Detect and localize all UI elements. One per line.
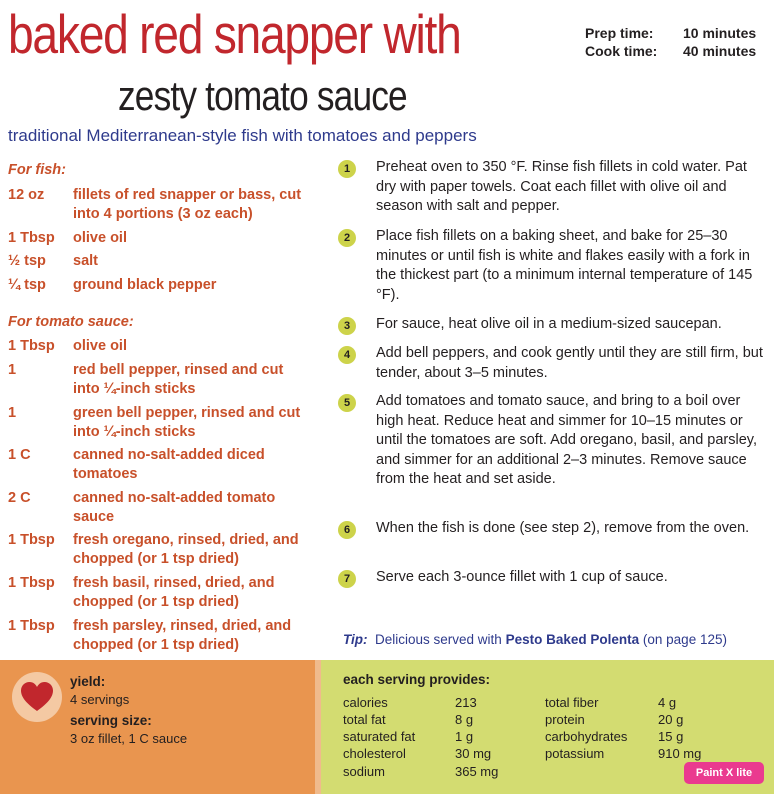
paint-x-lite-badge[interactable]: Paint X lite: [684, 762, 764, 784]
ingredient-qty: 1 Tbsp: [8, 532, 55, 548]
nutrient-name: sodium: [343, 764, 385, 779]
ingredient-qty: 1 Tbsp: [8, 230, 55, 246]
ingredient-name: red bell pepper, rinsed and cut into ¼-inch sticks: [73, 362, 284, 397]
tip-prefix: Delicious served with: [375, 632, 502, 647]
ingredient-name: olive oil: [73, 230, 127, 246]
step-number-badge: 1: [338, 160, 356, 178]
step-text: Add bell peppers, and cook gently until they are still firm, but tender, about 3–5 minutes.: [376, 345, 763, 381]
nutrient-name: saturated fat: [343, 729, 416, 744]
ingredient-qty: 1: [8, 405, 17, 421]
step-number-badge: 2: [338, 229, 356, 247]
ingredient-name: olive oil: [73, 338, 127, 354]
nutrient-value: 30 mg: [455, 746, 492, 761]
nutrient-value: 1 g: [455, 729, 474, 744]
ingredient-qty: 1 Tbsp: [8, 338, 55, 354]
prep-time-value: 10 minutes: [683, 25, 757, 41]
cook-time-row: [585, 42, 756, 60]
footer-divider: [315, 660, 321, 794]
recipe-title-line2: zesty tomato sauce: [118, 72, 407, 119]
recipe-subtitle: traditional Mediterranean-style fish with tomatoes and peppers: [8, 126, 477, 145]
nutrition-heading: each serving provides:: [343, 672, 491, 687]
fish-ingredients-heading: For fish:: [8, 162, 66, 178]
step-text: Preheat oven to 350 °F. Rinse fish fillets in cold water. Pat dry with paper towels. Coat each fillet with olive oil and season with salt and pepper.: [376, 159, 747, 214]
nutrient-name: calories: [343, 695, 388, 710]
nutrient-name: cholesterol: [343, 746, 406, 761]
nutrient-value: 4 g: [658, 695, 677, 710]
step-number-badge: 3: [338, 317, 356, 335]
prep-time-row: [585, 24, 756, 42]
tip-label: Tip:: [343, 632, 368, 647]
nutrient-name: potassium: [545, 746, 605, 761]
nutrient-value: 15 g: [658, 729, 684, 744]
nutrient-value: 8 g: [455, 712, 474, 727]
serving-tip: [343, 632, 727, 647]
ingredient-qty: 1: [8, 362, 17, 378]
step-number-badge: 7: [338, 570, 356, 588]
ingredient-name: canned no-salt-added diced tomatoes: [73, 447, 265, 482]
recipe-title: baked red snapper with: [8, 3, 461, 65]
step-number-badge: 5: [338, 394, 356, 412]
step-text: Place fish fillets on a baking sheet, and bake for 25–30 minutes or until fish is white and flakes easily with a fork in the thickest part (to a minimum internal temperature of 145 °F).: [376, 228, 753, 303]
ingredient-name: fresh parsley, rinsed, dried, and chopped (or 1 tsp dried): [73, 618, 292, 653]
step-number-badge: 4: [338, 346, 356, 364]
nutrient-value: 365 mg: [455, 764, 499, 779]
ingredient-name: ground black pepper: [73, 277, 217, 293]
ingredient-name: canned no-salt-added tomato sauce: [73, 490, 276, 525]
ingredient-qty: ½ tsp: [8, 253, 46, 269]
ingredient-qty: 12 oz: [8, 187, 45, 203]
step-text: When the fish is done (see step 2), remove from the oven.: [376, 520, 750, 536]
tip-suffix: (on page 125): [642, 632, 727, 647]
step-text: Serve each 3-ounce fillet with 1 cup of sauce.: [376, 569, 668, 585]
heart-icon: [12, 672, 62, 722]
nutrient-value: 213: [455, 695, 477, 710]
nutrient-name: total fiber: [545, 695, 599, 710]
ingredient-qty: 1 Tbsp: [8, 575, 55, 591]
step-number-badge: 6: [338, 521, 356, 539]
step-text: For sauce, heat olive oil in a medium-sized saucepan.: [376, 316, 722, 332]
nutrient-value: 910 mg: [658, 746, 702, 761]
ingredient-qty: 1 C: [8, 447, 31, 463]
step-text: Add tomatoes and tomato sauce, and bring to a boil over high heat. Reduce heat and simmer for 10–15 minutes or until the tomatoes are soft. Add oregano, basil, and parsley, and simmer for an additional 2–3 minutes. Remove sauce from the heat and set aside.: [376, 393, 757, 487]
ingredient-qty: 2 C: [8, 490, 31, 506]
ingredient-name: green bell pepper, rinsed and cut into ¼-inch sticks: [73, 405, 301, 440]
serving-size-label: serving size:: [70, 713, 152, 728]
nutrient-name: total fat: [343, 712, 386, 727]
prep-time-label: Prep time:: [585, 25, 654, 41]
cook-time-label: Cook time:: [585, 43, 658, 59]
yield-label: yield:: [70, 674, 106, 689]
ingredient-name: fresh oregano, rinsed, dried, and chopped (or 1 tsp dried): [73, 532, 299, 567]
nutrient-name: carbohydrates: [545, 729, 628, 744]
time-info: [585, 24, 756, 60]
cook-time-value: 40 minutes: [683, 43, 757, 59]
yield-value: 4 servings: [70, 692, 130, 707]
tip-recipe-link[interactable]: Pesto Baked Polenta: [505, 632, 640, 647]
ingredient-name: fresh basil, rinsed, dried, and chopped (or 1 tsp dried): [73, 575, 275, 610]
ingredient-qty: 1 Tbsp: [8, 618, 55, 634]
ingredient-qty: ¼ tsp: [8, 277, 46, 293]
ingredient-name: fillets of red snapper or bass, cut into 4 portions (3 oz each): [73, 187, 302, 222]
serving-size-value: 3 oz fillet, 1 C sauce: [70, 731, 188, 746]
sauce-ingredients-heading: For tomato sauce:: [8, 314, 134, 330]
ingredient-name: salt: [73, 253, 98, 269]
nutrient-value: 20 g: [658, 712, 684, 727]
nutrient-name: protein: [545, 712, 585, 727]
